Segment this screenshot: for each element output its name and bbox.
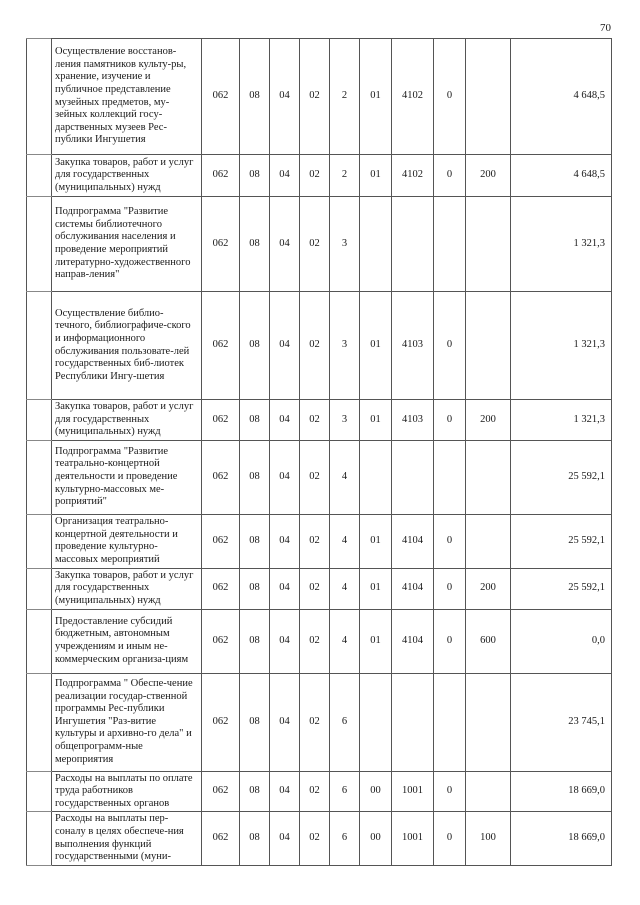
table-row [27,292,612,400]
code-cell: 062 [202,812,240,865]
code-cell: 04 [270,673,300,771]
code-cell: 0 [434,514,466,568]
blank-cell [27,155,52,197]
table-row [27,39,612,155]
amount-cell: 4 648,5 [511,155,612,197]
code-cell: 08 [240,197,270,292]
code-cell: 01 [360,155,392,197]
amount-cell: 1 321,3 [511,292,612,400]
code-cell: 08 [240,568,270,609]
code-cell: 01 [360,292,392,400]
code-cell: 02 [300,771,330,812]
code-cell: 4102 [392,155,434,197]
code-cell: 08 [240,771,270,812]
code-cell [392,440,434,514]
code-cell: 08 [240,400,270,441]
code-cell [392,197,434,292]
code-cell: 0 [434,292,466,400]
code-cell [466,39,511,155]
row-description: Закупка товаров, работ и услуг для государственных (муниципальных) нужд [52,155,202,197]
code-cell: 4 [330,440,360,514]
code-cell: 04 [270,292,300,400]
budget-table [26,38,612,866]
code-cell: 02 [300,197,330,292]
table-row [27,609,612,673]
code-cell [466,197,511,292]
code-cell: 01 [360,609,392,673]
code-cell [360,197,392,292]
row-description: Осуществление библио-течного, библиографиче-ского и информационного обслуживания пользовате-лей государственных биб-лиотек Республики Ингу-шетия [52,292,202,400]
code-cell: 04 [270,197,300,292]
code-cell: 3 [330,400,360,441]
table-row [27,155,612,197]
row-description: Подпрограмма "Развитие театрально-концертной деятельности и проведение культурно-массовых ме-роприятий" [52,440,202,514]
code-cell: 0 [434,771,466,812]
row-description: Расходы на выплаты по оплате труда работников государственных органов [52,771,202,812]
row-description: Закупка товаров, работ и услуг для государственных (муниципальных) нужд [52,568,202,609]
blank-cell [27,400,52,441]
table-body [27,39,612,866]
code-cell: 062 [202,440,240,514]
code-cell: 2 [330,155,360,197]
amount-cell: 25 592,1 [511,514,612,568]
blank-cell [27,440,52,514]
table-row [27,771,612,812]
code-cell: 00 [360,812,392,865]
code-cell: 200 [466,400,511,441]
code-cell: 200 [466,155,511,197]
code-cell: 3 [330,292,360,400]
code-cell: 0 [434,609,466,673]
blank-cell [27,292,52,400]
row-description: Подпрограмма " Обеспе-чение реализации государ-ственной программы Рес-публики Ингушетия "Раз-витие культуры и архивно-го дела" и общепрограмм-ные мероприятия [52,673,202,771]
code-cell: 0 [434,400,466,441]
blank-cell [27,812,52,865]
row-description: Осуществление восстанов-ления памятников культу-ры, хранение, изучение и публичное представление музейных предметов, му-зейных коллекций госу-дарственных музеев Рес-публики Ингушетия [52,39,202,155]
code-cell: 4102 [392,39,434,155]
code-cell [466,292,511,400]
code-cell: 08 [240,514,270,568]
amount-cell: 25 592,1 [511,440,612,514]
code-cell: 062 [202,155,240,197]
amount-cell: 4 648,5 [511,39,612,155]
code-cell: 02 [300,39,330,155]
row-description: Предоставление субсидий бюджетным, автономным учреждениям и иным не-коммерческим организа-циям [52,609,202,673]
code-cell: 04 [270,155,300,197]
row-description: Подпрограмма "Развитие системы библиотечного обслуживания населения и проведение мероприятий литературно-художественного направ-ления" [52,197,202,292]
code-cell: 00 [360,771,392,812]
table-row [27,568,612,609]
code-cell: 04 [270,39,300,155]
code-cell [466,440,511,514]
code-cell: 4 [330,609,360,673]
amount-cell: 1 321,3 [511,197,612,292]
page-number: 70 [600,22,611,34]
table-row [27,440,612,514]
code-cell: 08 [240,292,270,400]
code-cell: 02 [300,400,330,441]
code-cell: 062 [202,292,240,400]
code-cell: 0 [434,155,466,197]
amount-cell: 18 669,0 [511,771,612,812]
code-cell: 1001 [392,812,434,865]
code-cell: 4104 [392,568,434,609]
code-cell: 062 [202,400,240,441]
code-cell [466,673,511,771]
code-cell: 4104 [392,514,434,568]
row-description: Закупка товаров, работ и услуг для государственных (муниципальных) нужд [52,400,202,441]
code-cell: 0 [434,39,466,155]
code-cell: 3 [330,197,360,292]
code-cell: 04 [270,440,300,514]
code-cell: 600 [466,609,511,673]
code-cell [466,514,511,568]
code-cell: 02 [300,514,330,568]
code-cell: 100 [466,812,511,865]
blank-cell [27,39,52,155]
code-cell: 04 [270,514,300,568]
code-cell [360,440,392,514]
code-cell: 6 [330,771,360,812]
table-row [27,514,612,568]
code-cell: 062 [202,609,240,673]
blank-cell [27,609,52,673]
code-cell: 01 [360,568,392,609]
code-cell: 062 [202,197,240,292]
table-row [27,400,612,441]
code-cell: 02 [300,812,330,865]
blank-cell [27,568,52,609]
code-cell [360,673,392,771]
code-cell: 01 [360,400,392,441]
code-cell: 062 [202,568,240,609]
code-cell: 04 [270,812,300,865]
blank-cell [27,673,52,771]
code-cell: 08 [240,440,270,514]
amount-cell: 1 321,3 [511,400,612,441]
code-cell: 02 [300,673,330,771]
code-cell: 02 [300,568,330,609]
code-cell: 02 [300,440,330,514]
code-cell: 04 [270,568,300,609]
code-cell: 062 [202,673,240,771]
blank-cell [27,197,52,292]
code-cell: 4104 [392,609,434,673]
code-cell: 062 [202,514,240,568]
blank-cell [27,771,52,812]
code-cell: 6 [330,812,360,865]
code-cell: 02 [300,155,330,197]
amount-cell: 18 669,0 [511,812,612,865]
row-description: Организация театрально-концертной деятельности и проведение культурно-массовых мероприятий [52,514,202,568]
code-cell: 4103 [392,292,434,400]
code-cell: 08 [240,673,270,771]
code-cell: 02 [300,292,330,400]
code-cell: 062 [202,771,240,812]
code-cell: 02 [300,609,330,673]
code-cell: 08 [240,39,270,155]
code-cell: 200 [466,568,511,609]
code-cell: 4103 [392,400,434,441]
code-cell [434,440,466,514]
table-row [27,197,612,292]
code-cell: 0 [434,812,466,865]
code-cell: 04 [270,771,300,812]
blank-cell [27,514,52,568]
code-cell: 2 [330,39,360,155]
table-row [27,673,612,771]
code-cell: 08 [240,812,270,865]
code-cell: 01 [360,514,392,568]
amount-cell: 23 745,1 [511,673,612,771]
code-cell: 4 [330,514,360,568]
code-cell [434,673,466,771]
code-cell: 04 [270,400,300,441]
code-cell: 01 [360,39,392,155]
code-cell: 062 [202,39,240,155]
code-cell [434,197,466,292]
amount-cell: 25 592,1 [511,568,612,609]
code-cell [392,673,434,771]
amount-cell: 0,0 [511,609,612,673]
code-cell: 6 [330,673,360,771]
code-cell: 4 [330,568,360,609]
table-row [27,812,612,865]
code-cell [466,771,511,812]
code-cell: 0 [434,568,466,609]
row-description: Расходы на выплаты пер-соналу в целях обеспече-ния выполнения функций государственными (муни- [52,812,202,865]
code-cell: 08 [240,155,270,197]
code-cell: 04 [270,609,300,673]
code-cell: 1001 [392,771,434,812]
code-cell: 08 [240,609,270,673]
